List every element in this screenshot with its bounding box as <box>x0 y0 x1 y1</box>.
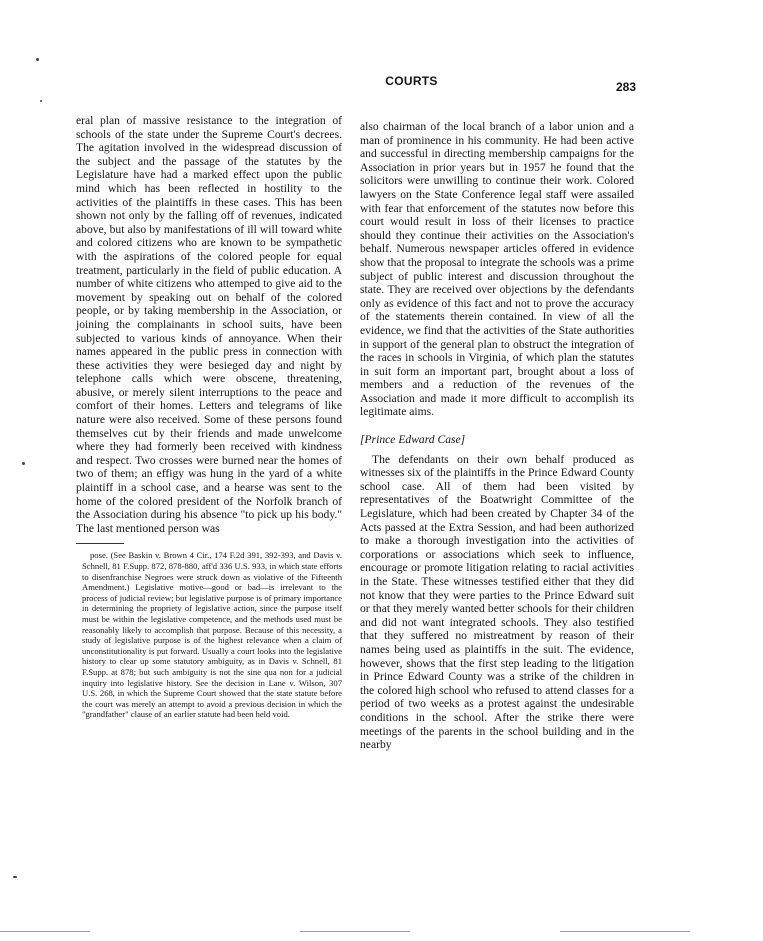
scan-bottom-edge <box>0 931 90 932</box>
section-heading: [Prince Edward Case] <box>360 433 466 447</box>
footnote-rule <box>76 543 124 544</box>
right-column <box>360 120 634 752</box>
running-head: COURTS <box>385 74 438 88</box>
left-column <box>76 114 342 720</box>
right-body-paragraph-1: also chairman of the local branch of a labor union and a man of prominence in his community. He had been active and successful in directing membership campaigns for the Association in prior years but in 1957 he found that the solicitors were unwilling to continue their work. Colored lawyers on the State Conference legal staff were assailed with fear that enforcement of the statutes now before this court would result in loss of their licenses to practice should they continue their activities on the Association's behalf. Numerous newspaper articles offered in evidence show that the proposal to integrate the schools was a prime subject of public interest and discussion throughout the state. They are received over objections by the defendants only as evidence of this fact and not to prove the accuracy of the statements therein contained. In view of all the evidence, we find that the activities of the State authorities in support of the general plan to obstruct the integration of the races in schools in Virginia, of which plan the statutes in suit form an important part, brought about a loss of members and a reduction of the revenues of the Association and made it more difficult to accomplish its legitimate aims. <box>360 120 634 419</box>
scan-speck <box>36 58 39 61</box>
footnote-text: pose. (See Baskin v. Brown 4 Cir., 174 F.2d 391, 392-393, and Davis v. Schnell, 81 F.Supp. 872, 878-880, aff'd 336 U.S. 933, in which state efforts to disenfranchise Negroes were struck down as violative of the Fifteenth Amendment.) Legislative motive—good or bad—is irrelevant to the process of judicial review; but legislative purpose is of primary importance in determining the propriety of legislative action, since the purpose itself must be within the legislative competence, and the methods used must be reasonably likely to accomplish that purpose. Because of this necessity, a study of legislative purpose is of the highest relevance when a claim of unconstitutionality is put forward. Usually a court looks into the legislative history to clear up some statutory ambiguity, as in Davis v. Schnell, 81 F.Supp. at 878; but such ambiguity is not the sine qua non for a judicial inquiry into legislative history. See the decision in Lane v. Wilson, 307 U.S. 268, in which the Supreme Court showed that the state statute before the court was merely an attempt to avoid a previous decision in which the "grandfather" clause of an earlier statute had been held void. <box>82 550 342 720</box>
scan-bottom-edge <box>300 931 410 932</box>
right-body-paragraph-2: The defendants on their own behalf produced as witnesses six of the plaintiffs in the Prince Edward County school case. All of them had been visited by representatives of the Boatwright Committee of the Legislature, which had been created by Chapter 34 of the Acts passed at the Extra Session, and had been authorized to make a thorough investigation into the activities of corporations or associations which seek to influence, encourage or promote litigation relating to racial activities in the State. These witnesses testified either that they did not know that they were parties to the Prince Edward suit or that they merely wanted better schools for their children and did not want integrated schools. They also testified that they suffered no mistreatment by reason of their names being used as plaintiffs in the suit. The evidence, however, shows that the first step leading to the litigation in Prince Edward County was a strike of the children in the colored high school who refused to attend classes for a period of two weeks as a protest against the undesirable conditions in the school. After the strike there were meetings of the parents in the school building and in the nearby <box>360 452 634 752</box>
scan-speck <box>13 876 17 878</box>
page-number: 283 <box>616 80 637 94</box>
scan-bottom-edge <box>560 931 690 932</box>
scan-speck <box>22 462 25 465</box>
left-body-paragraph: eral plan of massive resistance to the integration of schools of the state under the Supreme Court's decrees. The agitation involved in the widespread discussion of the subject and the passage of the statutes by the Legislature have had a marked effect upon the public mind which has been reflected in hostility to the activities of the plaintiffs in these cases. This has been shown not only by the falling off of revenues, indicated above, but also by manifestations of ill will toward white and colored citizens who are known to be sympathetic with the aspirations of the colored people for equal treatment, particularly in the field of public education. A number of white citizens who attemped to give aid to the movement by speaking out on behalf of the colored people, or by taking membership in the Association, or joining the complainants in school suits, have been subjected to various kinds of annoyance. When their names appeared in the public press in connection with these activities they were besieged day and night by telephone calls which were obscene, threatening, abusive, or merely silent interruptions to the peace and comfort of their homes. Letters and telegrams of like nature were also received. Some of these persons found themselves cut by their friends and made unwelcome where they had formerly been received with kindness and respect. Two crosses were burned near the homes of two of them; an effigy was hung in the yard of a white plaintiff in a school case, and a hearse was sent to the home of the colored president of the Norfolk branch of the Association during his absence "to pick up his body." The last mentioned person was <box>76 114 342 535</box>
scan-speck <box>40 100 42 102</box>
